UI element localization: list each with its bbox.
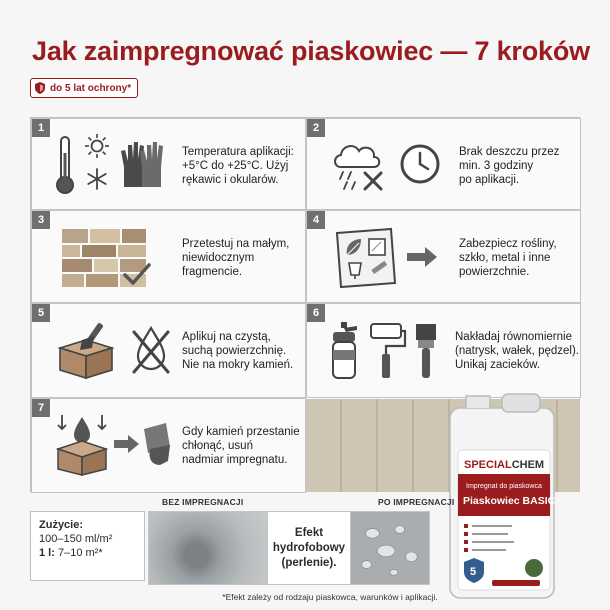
wipe-cloth-icon — [140, 419, 174, 469]
page-title: Jak zaimpregnować piaskowiec — 7 kroków — [32, 36, 590, 66]
usage-label: Zużycie: — [39, 519, 84, 531]
thermometer-icon — [54, 135, 76, 197]
roller-icon — [367, 320, 407, 382]
step-number: 3 — [32, 211, 50, 229]
brush-on-stone-icon — [56, 318, 122, 384]
stone-absorb-icon — [54, 411, 110, 477]
hydrophobic-effect-text: Efekt hydrofobowy (perlenie). — [268, 511, 350, 585]
step-number: 2 — [307, 119, 325, 137]
step-number: 6 — [307, 304, 325, 322]
step-2 — [306, 118, 581, 210]
svg-text:5: 5 — [470, 566, 477, 578]
snowflake-icon — [85, 167, 109, 191]
brush-icon — [411, 320, 441, 382]
rain-cloud-cross-icon — [329, 137, 391, 193]
step-number: 1 — [32, 119, 50, 137]
step-7 — [31, 398, 306, 493]
step-text: Gdy kamień przestanie chłonąć, usuń nadmiar impregnatu. — [182, 426, 300, 466]
step-4 — [306, 210, 581, 303]
footnote: *Efekt zależy od rodzaju piaskowca, warunków i aplikacji. — [222, 592, 438, 602]
usage-box — [30, 511, 145, 581]
after-impregnation-image — [350, 511, 430, 585]
step-text: Aplikuj na czystą, suchą powierzchnię. Nie na mokry kamień. — [182, 331, 294, 371]
protection-badge — [30, 78, 138, 98]
step-text: Przetestuj na małym, niewidocznym fragmencie. — [182, 238, 290, 278]
step-3 — [31, 210, 306, 303]
usage-line1: 100–150 ml/m² — [39, 533, 113, 545]
step-1 — [31, 118, 306, 210]
clock-icon — [399, 143, 441, 185]
sprayer-icon — [329, 320, 363, 382]
badge-label: do 5 lat ochrony* — [50, 82, 132, 94]
step-6 — [306, 303, 581, 398]
step-text: Zabezpiecz rośliny, szkło, metal i inne powierzchnie. — [459, 238, 557, 278]
step-5 — [31, 303, 306, 398]
gloves-icon — [118, 137, 168, 191]
step-text: Temperatura aplikacji: +5°C do +25°C. Użyj rękawic i okularów. — [182, 146, 294, 186]
arrow-right-icon — [407, 245, 439, 269]
no-water-drop-icon — [130, 324, 172, 376]
product-name: Piaskowiec BASIC — [463, 495, 556, 507]
after-label: PO IMPREGNACJI — [378, 497, 455, 507]
protective-sheet-icon — [331, 225, 399, 291]
before-impregnation-image — [148, 511, 268, 585]
arrow-right-icon — [114, 433, 140, 455]
brand-logo: SPECIALCHEM — [464, 459, 545, 471]
step-text: Nakładaj równomiernie (natrysk, wałek, pędzel). Unikaj zacieków. — [455, 331, 579, 371]
bottom-section — [30, 497, 580, 587]
usage-line2: 1 l: 7–10 m²* — [39, 547, 103, 559]
before-label: BEZ IMPREGNACJI — [162, 497, 244, 507]
product-subtitle: Impregnat do piaskowca — [466, 483, 542, 490]
step-number: 4 — [307, 211, 325, 229]
shield-icon — [35, 82, 45, 94]
step-text: Brak deszczu przez min. 3 godziny po aplikacji. — [459, 146, 560, 186]
checkmark-icon — [122, 261, 152, 287]
step-number: 5 — [32, 304, 50, 322]
sun-icon — [84, 133, 110, 159]
step-number: 7 — [32, 399, 50, 417]
